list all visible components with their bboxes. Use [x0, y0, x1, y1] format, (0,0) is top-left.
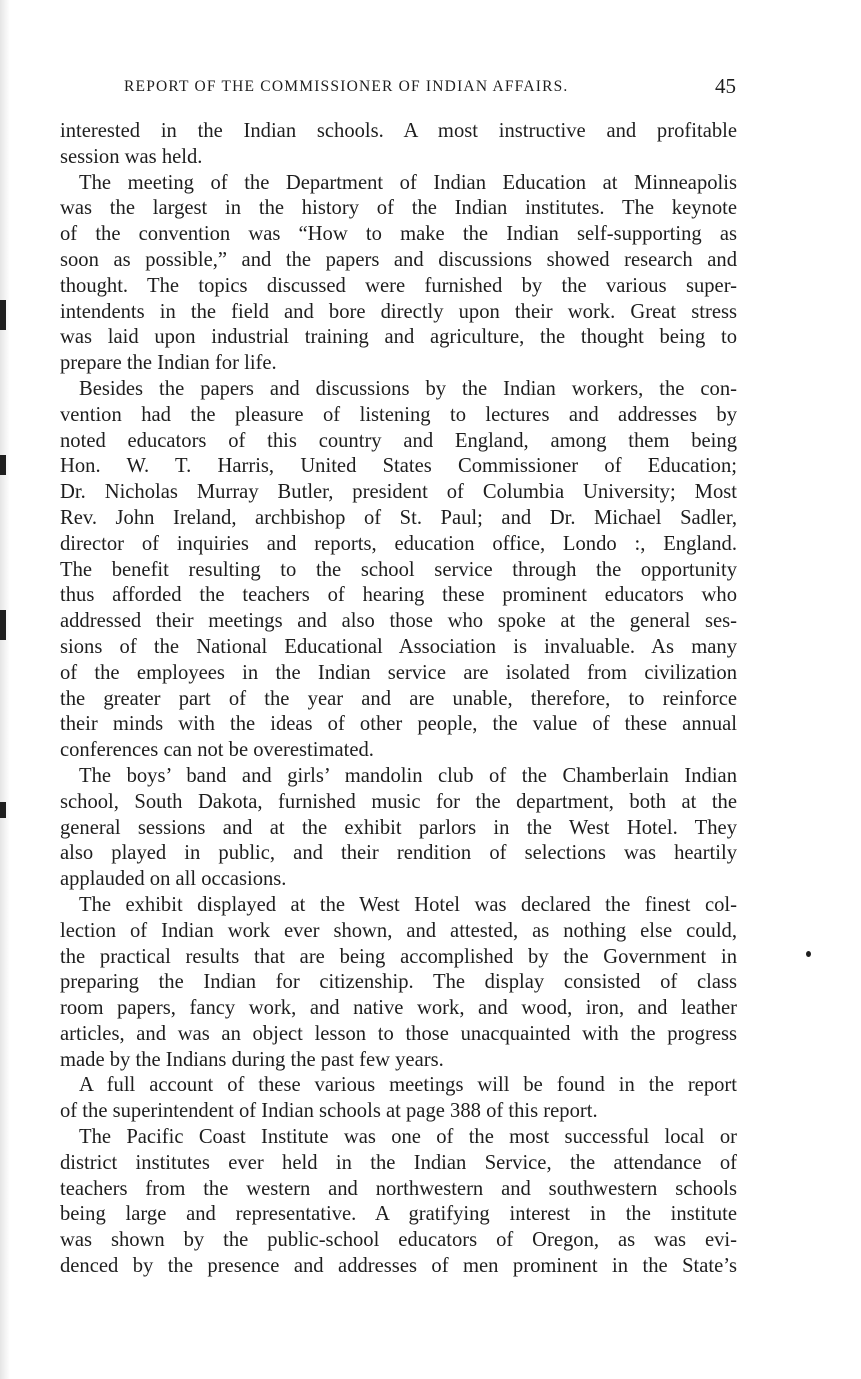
text-line: general sessions and at the exhibit parlors in the West Hotel. They: [60, 816, 737, 839]
text-line: was laid upon industrial training and agriculture, the thought being to: [60, 326, 737, 349]
text-line: The exhibit displayed at the West Hotel was declared the finest col-: [79, 893, 737, 916]
text-line: Besides the papers and discussions by the Indian workers, the con-: [79, 377, 737, 400]
scan-edge-mark: [0, 455, 6, 475]
text-line: denced by the presence and addresses of men prominent in the State’s: [60, 1255, 737, 1278]
text-line: noted educators of this country and England, among them being: [60, 429, 737, 452]
paragraph: [60, 764, 737, 893]
text-line: intendents in the field and bore directly upon their work. Great stress: [60, 300, 737, 323]
text-line: conferences can not be overestimated.: [60, 739, 374, 762]
text-line: the greater part of the year and are unable, therefore, to reinforce: [60, 687, 737, 710]
text-line: director of inquiries and reports, education office, Londo :, England.: [60, 532, 737, 555]
paragraph: [60, 1073, 737, 1125]
text-line: school, South Dakota, furnished music for the department, both at the: [60, 790, 737, 813]
text-line: applauded on all occasions.: [60, 868, 287, 891]
text-line: Hon. W. T. Harris, United States Commissioner of Education;: [60, 455, 737, 478]
paragraph: [60, 377, 737, 764]
text-line: their minds with the ideas of other people, the value of these annual: [60, 713, 737, 736]
header-title: REPORT OF THE COMMISSIONER OF INDIAN AFFAIRS.: [124, 78, 569, 95]
paragraph: [60, 1125, 737, 1280]
text-line: also played in public, and their rendition of selections was heartily: [60, 842, 737, 865]
text-line: teachers from the western and northwestern and southwestern schools: [60, 1177, 737, 1200]
text-line: vention had the pleasure of listening to lectures and addresses by: [60, 403, 737, 426]
page-edge-shadow: [0, 0, 10, 1379]
text-line: of the superintendent of Indian schools at page 388 of this report.: [60, 1100, 598, 1123]
text-line: interested in the Indian schools. A most instructive and profitable: [60, 120, 737, 142]
text-line: addressed their meetings and also those who spoke at the general ses-: [60, 610, 737, 633]
text-line: of the convention was “How to make the Indian self-supporting as: [60, 223, 737, 246]
text-line: lection of Indian work ever shown, and attested, as nothing else could,: [60, 919, 737, 942]
text-line: thought. The topics discussed were furnished by the various super-: [60, 274, 737, 297]
text-line: of the employees in the Indian service are isolated from civilization: [60, 661, 737, 684]
text-line: Dr. Nicholas Murray Butler, president of Columbia University; Most: [60, 481, 737, 504]
body-text: [60, 119, 737, 1280]
text-line: was shown by the public-school educators of Oregon, as was evi-: [60, 1229, 737, 1252]
text-line: being large and representative. A gratifying interest in the institute: [60, 1203, 737, 1226]
text-line: soon as possible,” and the papers and discussions showed research and: [60, 248, 737, 271]
text-line: was the largest in the history of the Indian institutes. The keynote: [60, 197, 737, 220]
text-line: district institutes ever held in the Indian Service, the attendance of: [60, 1151, 737, 1174]
text-line: prepare the Indian for life.: [60, 352, 277, 375]
scan-edge-mark: [0, 802, 6, 818]
text-line: The Pacific Coast Institute was one of the most successful local or: [79, 1126, 737, 1149]
text-line: session was held.: [60, 145, 203, 168]
page-number: 45: [715, 74, 736, 98]
running-header: [124, 76, 736, 100]
text-line: made by the Indians during the past few years.: [60, 1048, 444, 1071]
text-line: articles, and was an object lesson to those unacquainted with the progress: [60, 1022, 737, 1045]
text-line: room papers, fancy work, and native work, and wood, iron, and leather: [60, 997, 737, 1020]
paragraph: [60, 171, 737, 377]
text-line: The meeting of the Department of Indian Education at Minneapolis: [79, 171, 737, 194]
scan-edge-mark: [0, 610, 6, 640]
text-line: The benefit resulting to the school service through the opportunity: [60, 558, 737, 581]
text-line: preparing the Indian for citizenship. The display consisted of class: [60, 971, 737, 994]
scan-edge-mark: [0, 300, 6, 330]
ink-speck: [806, 951, 811, 957]
text-line: Rev. John Ireland, archbishop of St. Paul; and Dr. Michael Sadler,: [60, 506, 737, 529]
text-line: thus afforded the teachers of hearing these prominent educators who: [60, 584, 737, 607]
text-line: A full account of these various meetings will be found in the report: [79, 1074, 737, 1097]
text-line: the practical results that are being accomplished by the Government in: [60, 945, 737, 968]
paragraph: [60, 119, 737, 171]
text-line: The boys’ band and girls’ mandolin club of the Chamberlain Indian: [79, 764, 737, 787]
paragraph: [60, 893, 737, 1074]
text-line: sions of the National Educational Association is invaluable. As many: [60, 635, 737, 658]
